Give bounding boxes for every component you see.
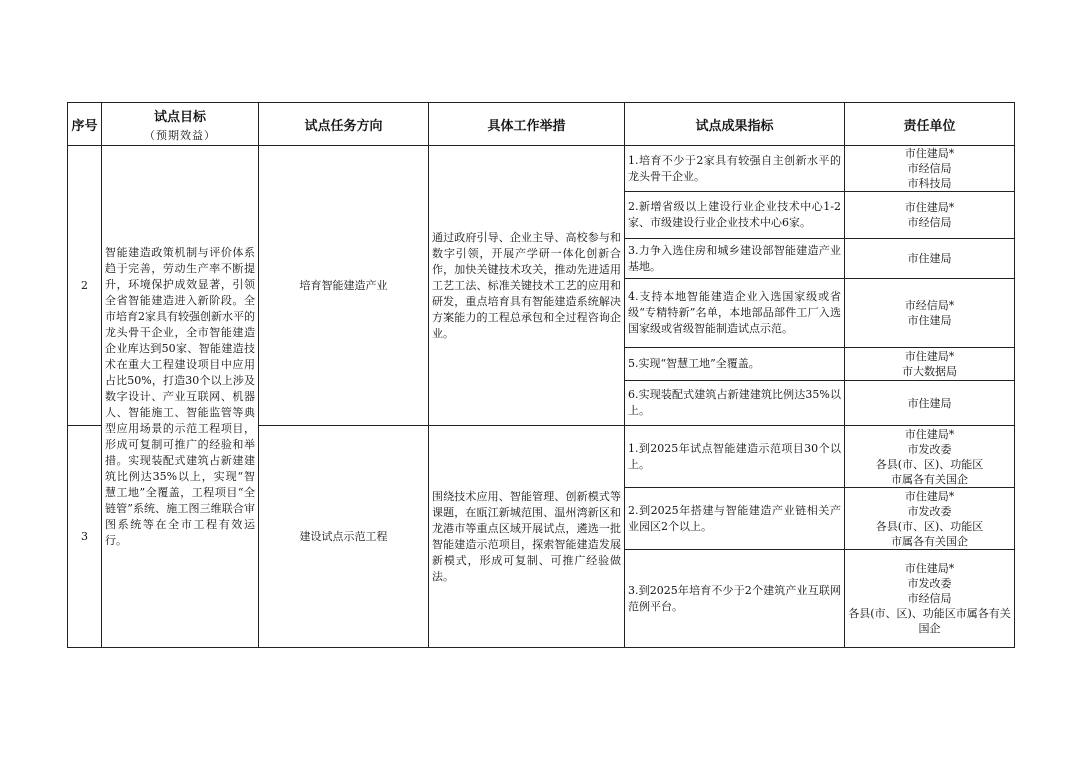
- unit-cell: [845, 192, 1015, 239]
- unit-line: 市住建局*: [904, 427, 955, 441]
- header-indicators: 试点成果指标: [625, 103, 845, 146]
- unit-line: 市经信局: [907, 216, 952, 229]
- unit-line: 市住建局*: [904, 350, 955, 363]
- unit-cell: [845, 426, 1015, 488]
- unit-line: 市住建局*: [904, 147, 955, 160]
- header-goal: [102, 103, 259, 146]
- indicator-cell: 2.新增省级以上建设行业企业技术中心1-2家、市级建设行业企业技术中心6家。: [625, 192, 845, 239]
- unit-line: 市经信局: [907, 162, 952, 175]
- unit-line: 市属各有关国企: [891, 534, 968, 548]
- unit-cell: [845, 381, 1015, 426]
- indicator-cell: 3.力争入选住房和城乡建设部智能建造产业基地。: [625, 239, 845, 279]
- unit-cell: [845, 488, 1015, 550]
- unit-line: 各县(市、区)、功能区: [875, 519, 984, 533]
- indicator-cell: 4.支持本地智能建造企业入选国家级或省级“专精特新”名单，本地部品部件工厂入选国家级或省级智能制造试点示范。: [625, 279, 845, 348]
- unit-line: 各县(市、区)、功能区市属各有关国企: [848, 607, 1011, 635]
- unit-cell: [845, 146, 1015, 192]
- unit-line: 市住建局: [907, 314, 952, 327]
- table-row: [68, 146, 1015, 192]
- unit-line: 市大数据局: [902, 365, 957, 378]
- indicator-cell: 5.实现“智慧工地”全覆盖。: [625, 348, 845, 381]
- unit-line: 市发改委: [907, 442, 952, 456]
- unit-cell: [845, 348, 1015, 381]
- goal-cell: 智能建造政策机制与评价体系趋于完善，劳动生产率不断提升，环境保护成效显著，引领全省智能建造进入新阶段。全市培育2家具有较强创新水平的龙头骨干企业，全市智能建造企业库达到50家、智能建造技术在重大工程建设项目中应用占比50%，打造30个以上涉及数字设计、产业互联网、机器人、智能施工、智能监管等典型应用场景的示范工程项目，形成可复制可推广的经验和举措。实现装配式建筑占新建建筑比例达35%以上，实现“智慧工地”全覆盖，工程项目“全链管”系统、施工图三维联合审图系统等在全市工程有效运行。: [102, 146, 259, 648]
- indicator-cell: 3.到2025年培育不少于2个建筑产业互联网范例平台。: [625, 550, 845, 648]
- header-goal-subtitle: （预期效益）: [144, 128, 216, 142]
- indicator-cell: 1.到2025年试点智能建造示范项目30个以上。: [625, 426, 845, 488]
- row-number: 2: [68, 146, 102, 426]
- unit-line: 市属各有关国企: [891, 472, 968, 486]
- unit-line: 市住建局: [907, 252, 952, 265]
- direction-cell: 培育智能建造产业: [259, 146, 429, 426]
- header-units: 责任单位: [845, 103, 1015, 146]
- header-measures: 具体工作举措: [429, 103, 625, 146]
- measures-cell: 围绕技术应用、智能管理、创新模式等课题，在瓯江新城范围、温州湾新区和龙港市等重点区域开展试点，遴选一批智能建造示范项目，探索智能建造发展新模式，形成可复制、可推广经验做法。: [429, 426, 625, 648]
- unit-line: 市经信局: [907, 592, 952, 605]
- direction-cell: 建设试点示范工程: [259, 426, 429, 648]
- unit-line: 各县(市、区)、功能区: [875, 457, 984, 471]
- unit-line: 市科技局: [907, 177, 952, 190]
- unit-line: 市住建局: [907, 396, 952, 410]
- row-number: 3: [68, 426, 102, 648]
- unit-line: 市住建局*: [904, 201, 955, 214]
- unit-line: 市住建局*: [904, 489, 955, 503]
- unit-line: 市经信局*: [904, 299, 955, 312]
- unit-line: 市发改委: [907, 504, 952, 518]
- indicator-cell: 2.到2025年搭建与智能建造产业链相关产业园区2个以上。: [625, 488, 845, 550]
- pilot-table: [67, 102, 1015, 648]
- unit-line: 市住建局*: [904, 562, 955, 575]
- unit-cell: [845, 239, 1015, 279]
- unit-line: 市发改委: [907, 577, 952, 590]
- header-goal-title: 试点目标: [153, 109, 206, 125]
- header-no: 序号: [68, 103, 102, 146]
- header-row: [68, 103, 1015, 146]
- indicator-cell: 1.培育不少于2家具有较强自主创新水平的龙头骨干企业。: [625, 146, 845, 192]
- indicator-cell: 6.实现装配式建筑占新建建筑比例达35%以上。: [625, 381, 845, 426]
- measures-cell: 通过政府引导、企业主导、高校参与和数字引领，开展产学研一体化创新合作，加快关键技术攻关，推动先进适用工艺工法、标准关键技术工艺的应用和研发，重点培育具有智能建造系统解决方案能力的工程总承包和全过程咨询企业。: [429, 146, 625, 426]
- header-direction: 试点任务方向: [259, 103, 429, 146]
- unit-cell: [845, 279, 1015, 348]
- unit-cell: [845, 550, 1015, 648]
